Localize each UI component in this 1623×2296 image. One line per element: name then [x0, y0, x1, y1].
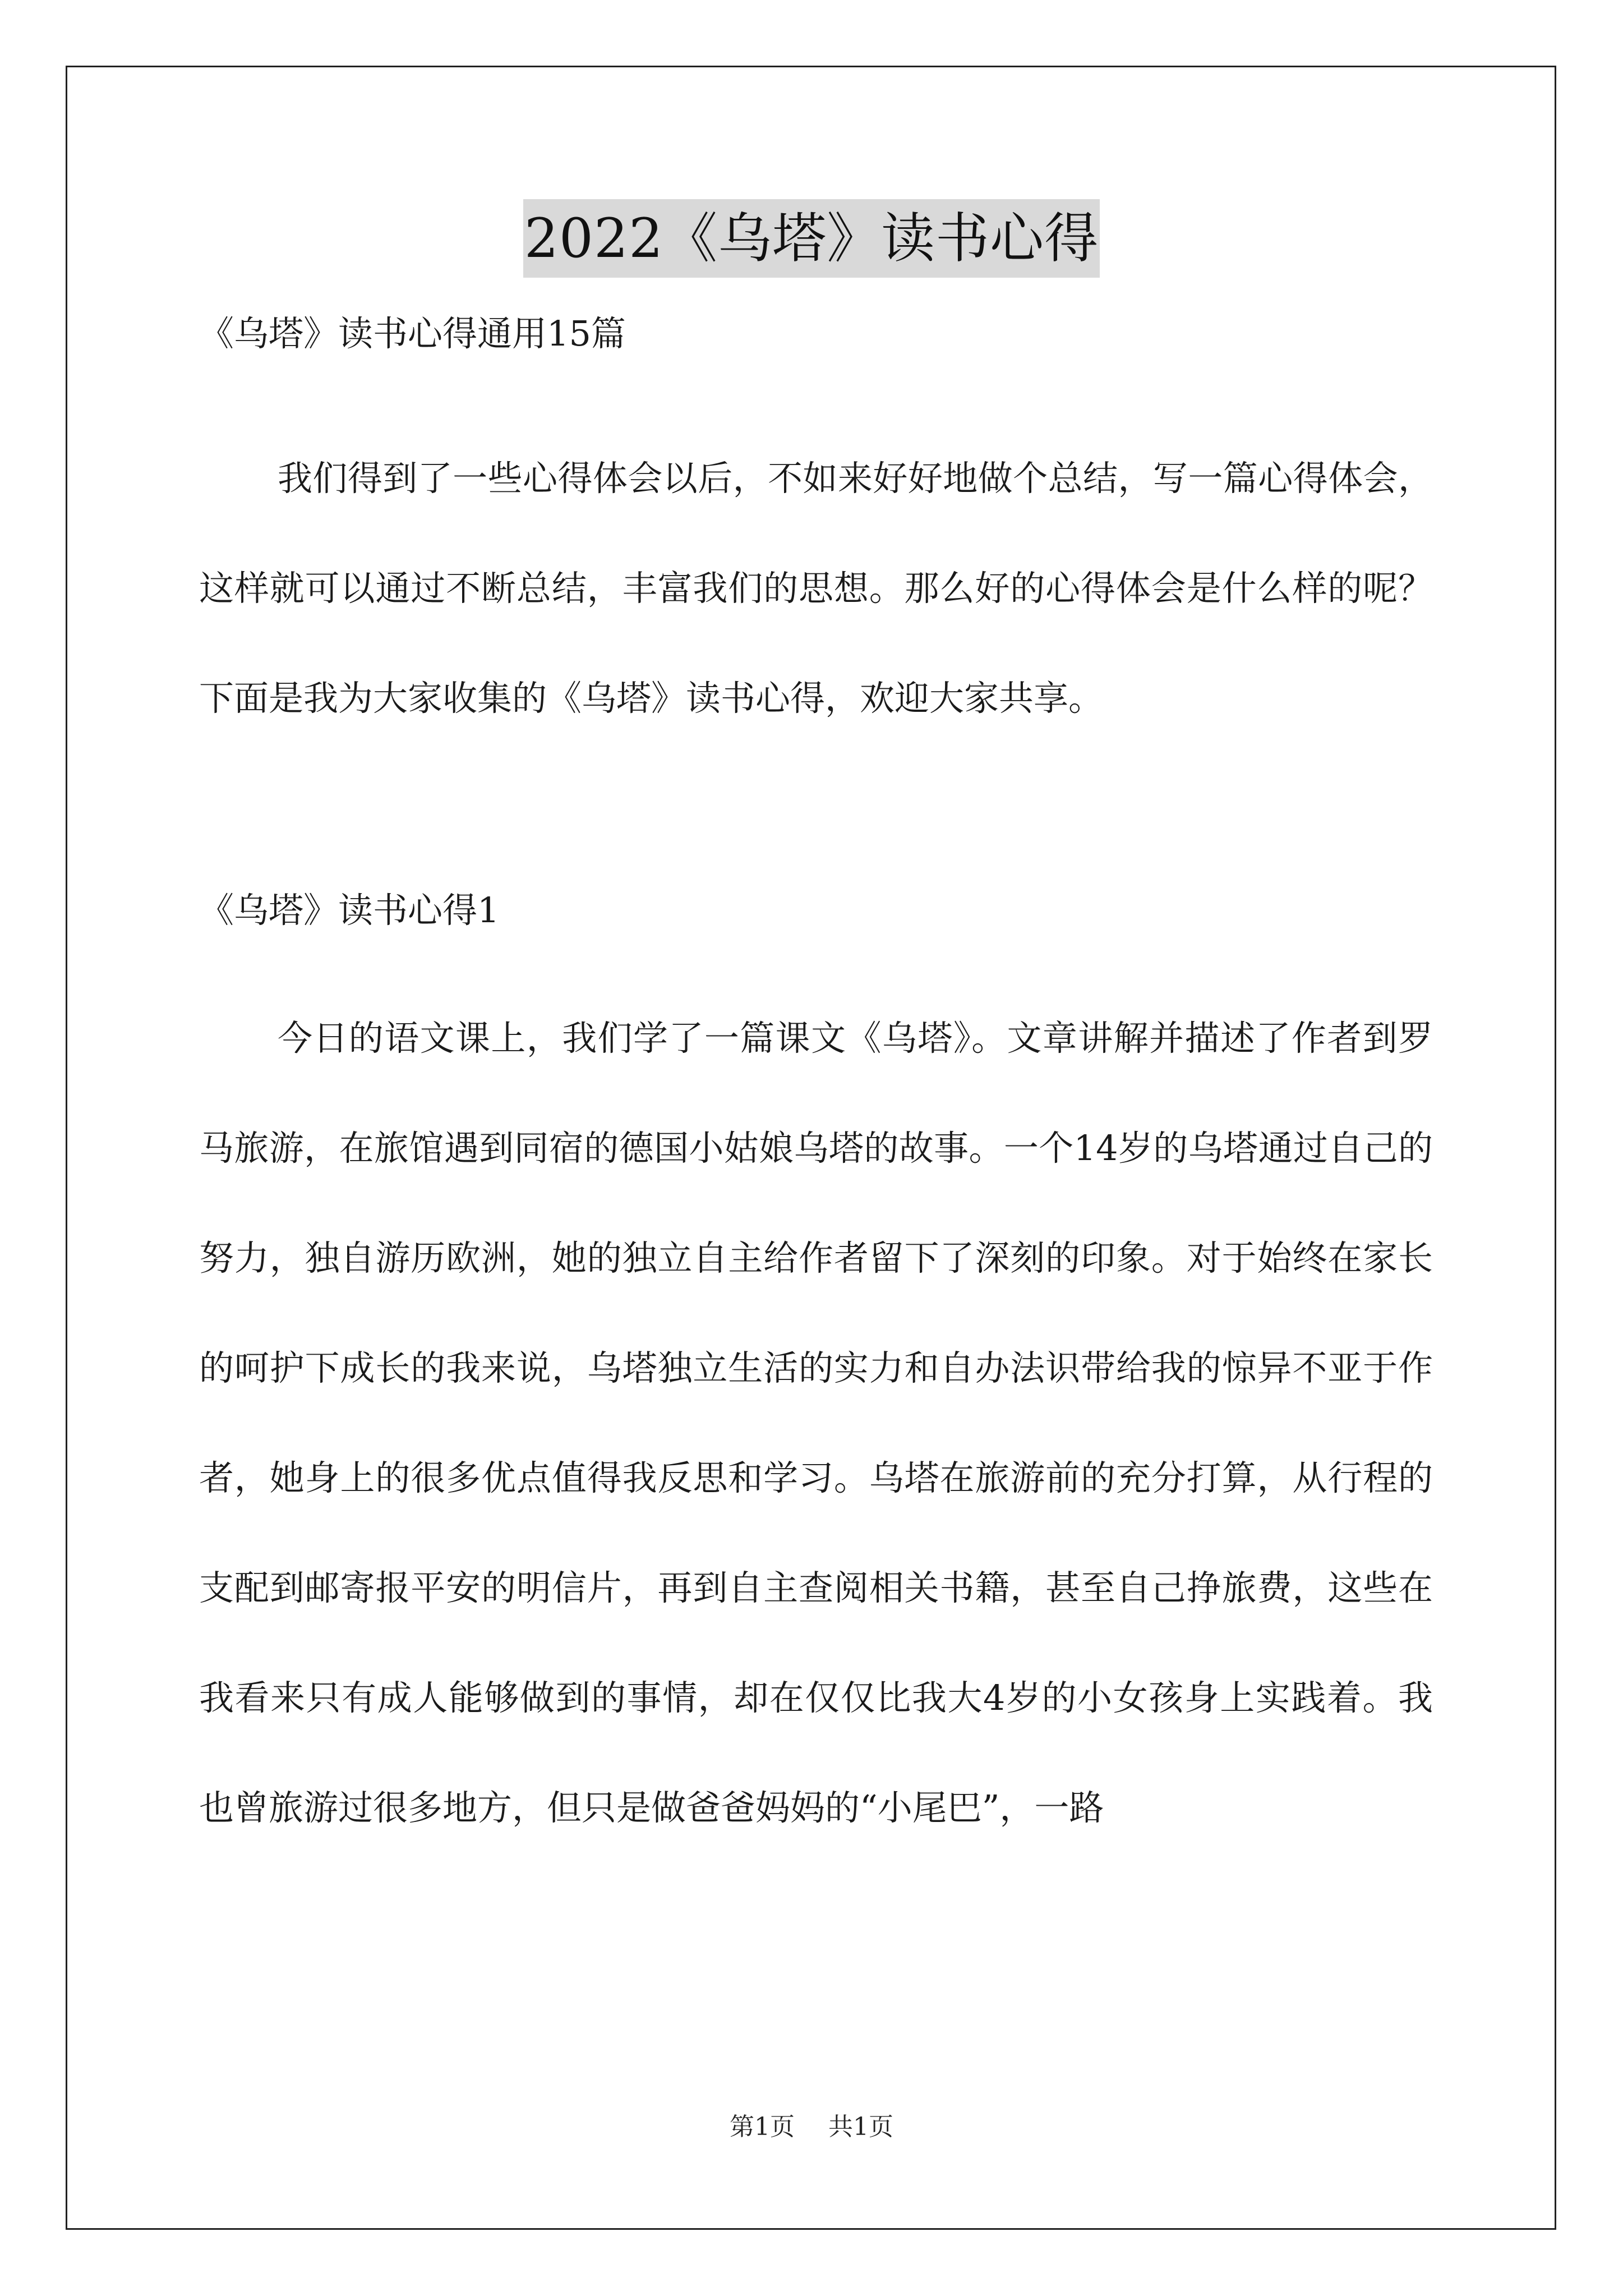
section-paragraph: 今日的语文课上，我们学了一篇课文《乌塔》。文章讲解并描述了作者到罗马旅游，在旅馆遇到同宿的德国小姑娘乌塔的故事。一个14岁的乌塔通过自己的努力，独自游历欧洲，她的独立自主给作者留下了深刻的印象。对于始终在家长的呵护下成长的我来说，乌塔独立生活的实力和自办法识带给我的惊异不亚于作者，她身上的很多优点值得我反思和学习。乌塔在旅游前的充分打算，从行程的支配到邮寄报平安的明信片，再到自主查阅相关书籍，甚至自己挣旅费，这些在我看来只有成人能够做到的事情，却在仅仅比我大4岁的小女孩身上实践着。我也曾旅游过很多地方，但只是做爸爸妈妈的“小尾巴”，一路 — [199, 1018, 1433, 1828]
spacer — [199, 362, 1433, 424]
page-total: 共1页 — [828, 2113, 893, 2141]
intro-paragraph: 我们得到了一些心得体会以后，不如来好好地做个总结，写一篇心得体会，这样就可以通过不断总结，丰富我们的思想。那么好的心得体会是什么样的呢？下面是我为大家收集的《乌塔》读书心得，欢迎大家共享。 — [199, 458, 1433, 719]
page-footer — [0, 2106, 1623, 2142]
document-body — [199, 306, 1433, 1863]
title-container — [0, 199, 1623, 278]
spacer — [199, 753, 1433, 882]
spacer — [199, 938, 1433, 983]
section-heading: 《乌塔》读书心得1 — [199, 890, 500, 931]
page-number: 第1页 — [730, 2113, 795, 2141]
document-subtitle: 《乌塔》读书心得通用15篇 — [199, 313, 626, 354]
document-title: 2022《乌塔》读书心得 — [523, 199, 1100, 278]
